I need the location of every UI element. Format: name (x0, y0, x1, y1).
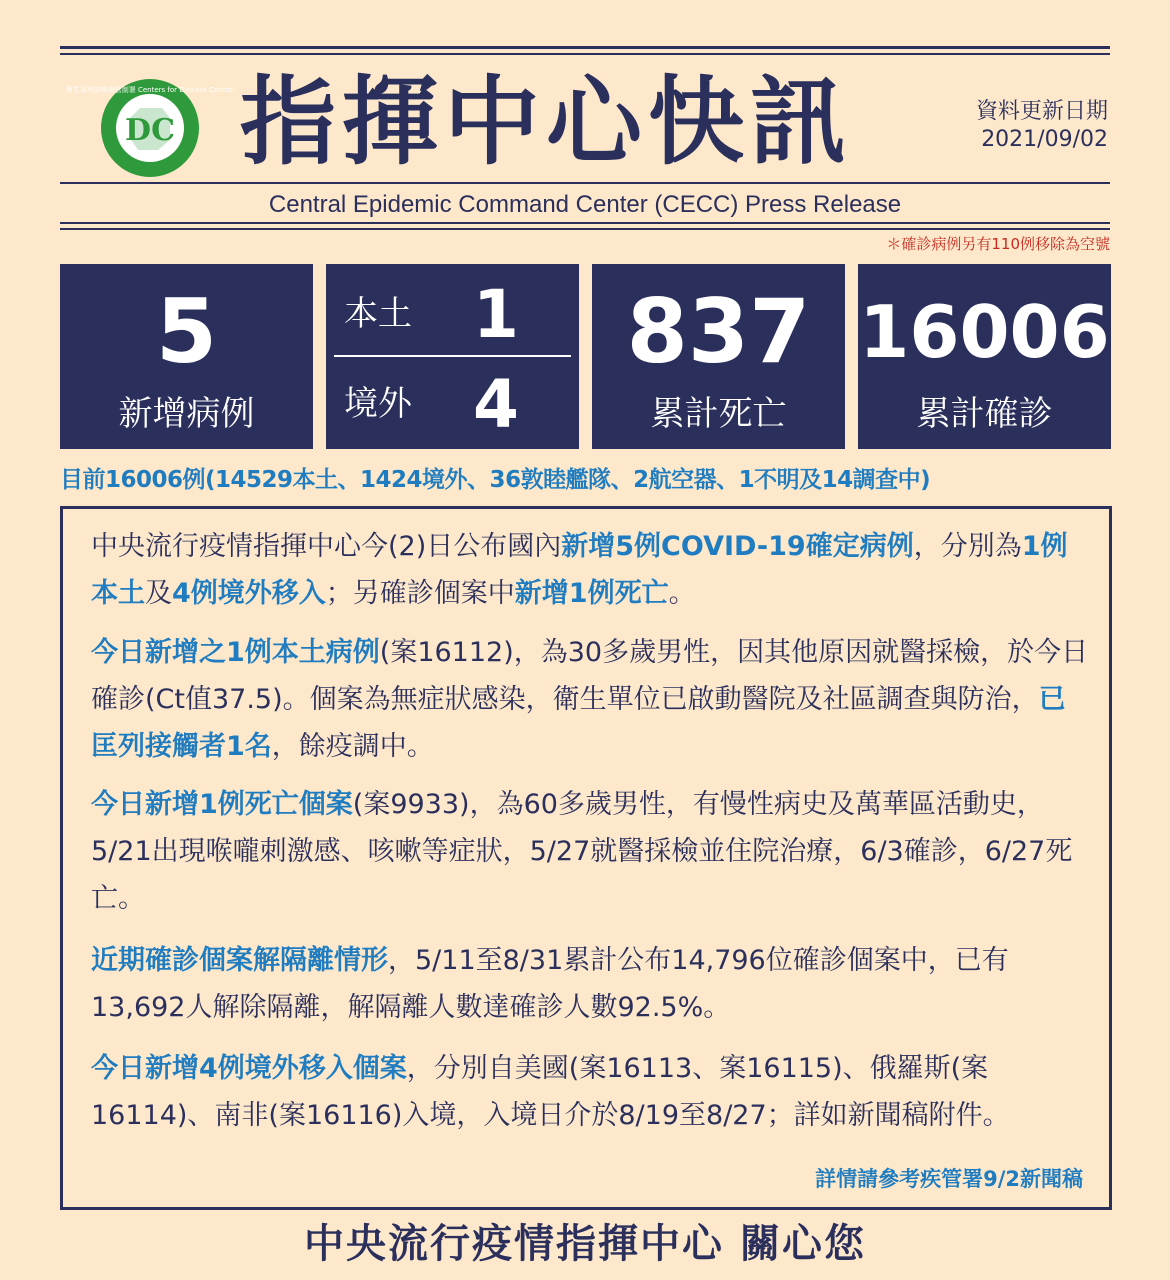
p1-text-2: ，分別為 (913, 531, 1022, 562)
p4-highlight-1: 近期確診個案解隔離情形 (91, 945, 388, 976)
paragraph-isolation-release (91, 937, 1091, 1031)
header-mid-rule (60, 182, 1110, 184)
p1-highlight-1: 新增5例COVID-19確定病例 (561, 531, 914, 562)
header-top-rule-thin (60, 53, 1110, 55)
press-release-body (60, 506, 1112, 1210)
header-top-rule (60, 46, 1110, 49)
p2-highlight-2: 已匡列接觸者1名 (91, 684, 1066, 762)
p1-text-3: 及 (145, 578, 172, 609)
header-bottom-rule-thin (60, 228, 1110, 230)
p1-text-4: ；另確診個案中 (325, 578, 515, 609)
p2-text-1: (案16112)，為30多歲男性，因其他原因就醫採檢，於今日確診(Ct值37.5)。個案為無症狀感染，衛生單位已啟動醫院及社區調查與防治， (91, 637, 1089, 715)
footnote-removed-cases: ＊確診病例另有110例移除為空號 (886, 235, 1110, 253)
p2-text-2: ，餘疫調中。 (271, 731, 434, 762)
p1-text-1: 中央流行疫情指揮中心今(2)日公布國內 (91, 531, 562, 562)
case-summary: 目前16006例(14529本土、1424境外、36敦睦艦隊、2航空器、1不明及14調查中) (60, 467, 931, 493)
update-date-label: 資料更新日期 (975, 99, 1108, 124)
page-subtitle: Central Epidemic Command Center (CECC) Press Release (268, 191, 902, 218)
imported-row (326, 364, 579, 444)
domestic-label: 本土 (344, 294, 412, 334)
p3-text-1: (案9933)，為60多歲男性，有慢性病史及萬華區活動史，5/21出現喉嚨刺激感、咳嗽等症狀，5/27就醫採檢並住院治療，6/3確診，6/27死亡。 (91, 789, 1073, 914)
split-divider (334, 355, 571, 357)
logo-text: 衛生福利部疾病管制署 Centers for Disease Control (65, 86, 235, 94)
domestic-value: 1 (473, 276, 519, 353)
imported-label: 境外 (344, 384, 412, 424)
deaths-label: 累計死亡 (650, 394, 787, 434)
imported-value: 4 (473, 366, 519, 443)
new-cases-label: 新增病例 (118, 394, 255, 434)
paragraph-imported-cases (91, 1045, 1091, 1139)
stat-case-split (326, 264, 579, 449)
new-cases-value: 5 (155, 280, 218, 383)
stat-new-cases (60, 264, 313, 449)
paragraph-death-case (91, 781, 1091, 922)
paragraph-new-cases (91, 523, 1091, 617)
header-bottom-rule (60, 222, 1110, 224)
footer-slogan: 中央流行疫情指揮中心 關心您 (304, 1221, 866, 1267)
paragraph-domestic-case (91, 629, 1091, 770)
p1-highlight-2: 1例本土 (91, 531, 1068, 609)
confirmed-value: 16006 (859, 290, 1110, 374)
p5-text-1: ，分別自美國(案16113、案16115)、俄羅斯(案16114)、南非(案16116)入境，入境日介於8/19至8/27；詳如新聞稿附件。 (91, 1053, 1010, 1131)
stat-confirmed (858, 264, 1111, 449)
p1-highlight-4: 新增1例死亡 (514, 578, 669, 609)
p4-text-1: ，5/11至8/31累計公布14,796位確診個案中，已有13,692人解除隔離，解隔離人數達確診人數92.5%。 (91, 945, 1009, 1023)
confirmed-label: 累計確診 (916, 394, 1053, 434)
p2-highlight-1: 今日新增之1例本土病例 (91, 637, 380, 668)
p3-highlight-1: 今日新增1例死亡個案 (91, 789, 353, 820)
page-title: 指揮中心快訊 (240, 66, 852, 178)
stat-deaths (592, 264, 845, 449)
p1-highlight-3: 4例境外移入 (172, 578, 326, 609)
reference-link[interactable]: 詳情請參考疾管署9/2新聞稿 (815, 1167, 1083, 1191)
deaths-value: 837 (626, 280, 811, 383)
svg-text:DC: DC (125, 113, 175, 148)
cdc-logo-icon (65, 78, 235, 178)
update-date: 2021/09/02 (981, 127, 1108, 152)
p5-highlight-1: 今日新增4例境外移入個案 (91, 1053, 407, 1084)
p1-text-5: 。 (668, 578, 696, 609)
domestic-row (326, 274, 579, 354)
